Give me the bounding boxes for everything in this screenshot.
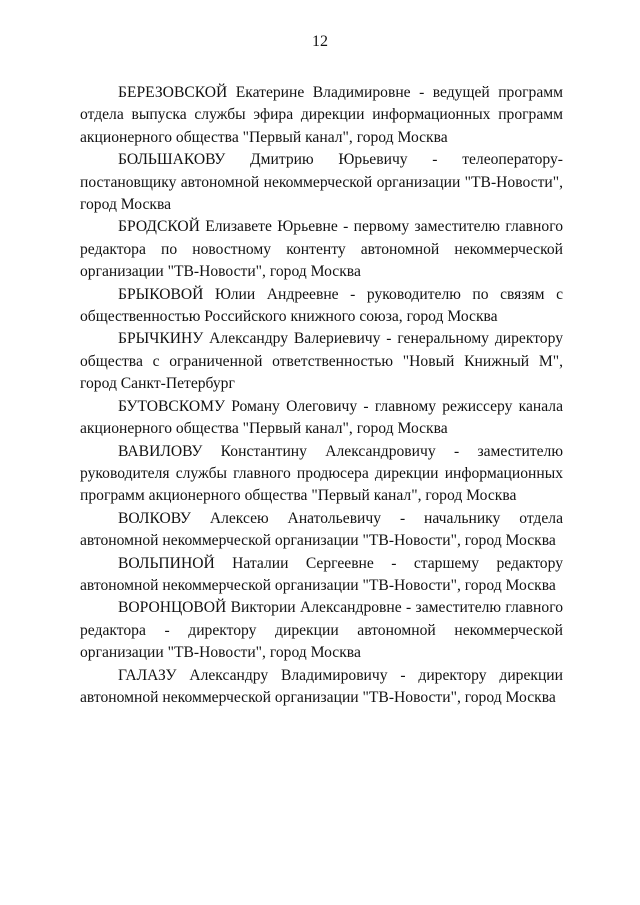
award-list [80,82,563,709]
list-item: БОЛЬШАКОВУ Дмитрию Юрьевичу - телеоператору-постановщику автономной некоммерческой организации "ТВ-Новости", город Москва [80,151,563,214]
page-number: 12 [312,33,328,50]
list-item: БРЫКОВОЙ Юлии Андреевне - руководителю по связям с общественностью Российского книжного союза, город Москва [80,285,563,326]
list-item: ВОРОНЦОВОЙ Виктории Александровне - заместителю главного редактора - директору дирекции автономной некоммерческой организации "ТВ-Новости", город Москва [80,599,563,662]
list-item: ГАЛАЗУ Александру Владимировичу - директору дирекции автономной некоммерческой организации "ТВ-Новости", город Москва [80,666,563,706]
list-item: БРОДСКОЙ Елизавете Юрьевне - первому заместителю главного редактора по новостному контенту автономной некоммерческой организации "ТВ-Новости", город Москва [80,218,563,281]
list-item: БУТОВСКОМУ Роману Олеговичу - главному режиссеру канала акционерного общества "Первый канал", город Москва [80,397,563,438]
list-item: ВОЛЬПИНОЙ Наталии Сергеевне - старшему редактору автономной некоммерческой организации "ТВ-Новости", город Москва [80,554,563,594]
list-item: ВОЛКОВУ Алексею Анатольевичу - начальнику отдела автономной некоммерческой организации "ТВ-Новости", город Москва [80,509,563,550]
list-item: БЕРЕЗОВСКОЙ Екатерине Владимировне - ведущей программ отдела выпуска службы эфира дирекции информационных программ акционерного общества "Первый канал", город Москва [80,84,563,146]
list-item: БРЫЧКИНУ Александру Валериевичу - генеральному директору общества с ограниченной ответственностью "Новый Книжный М", город Санкт-Петербург [80,330,563,393]
list-item: ВАВИЛОВУ Константину Александровичу - заместителю руководителя службы главного продюсера дирекции информационных программ акционерного общества "Первый канал", город Москва [80,442,563,505]
